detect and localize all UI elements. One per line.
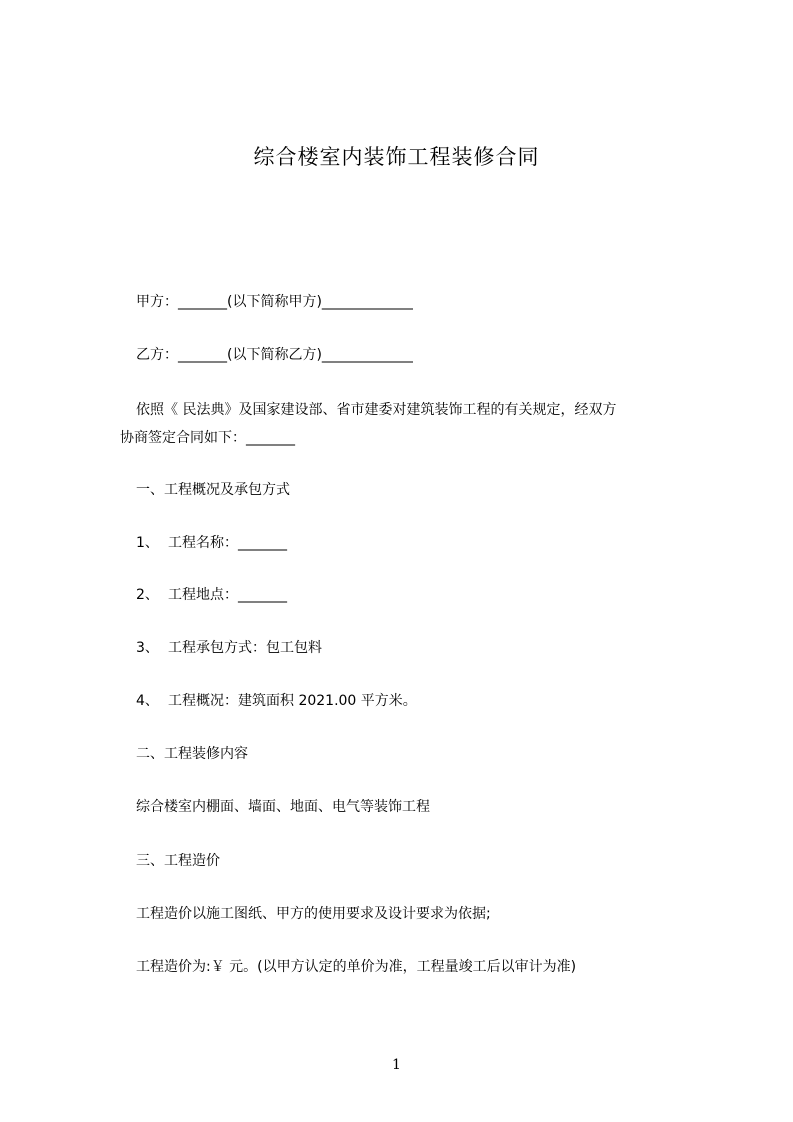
intro-line-1: 依照《 民法典》及国家建设部、省市建委对建筑装饰工程的有关规定，经双方 bbox=[136, 402, 617, 418]
page-number: 1 bbox=[392, 1057, 401, 1073]
list-item-text: 工程名称：_______ bbox=[168, 535, 287, 551]
document-title: 综合楼室内装饰工程装修合同 bbox=[253, 145, 540, 169]
list-item bbox=[136, 585, 287, 605]
list-item bbox=[136, 638, 322, 658]
list-item-number: 3、 bbox=[136, 640, 159, 656]
list-item-text: 工程承包方式：包工包料 bbox=[168, 640, 322, 656]
list-item-number: 1、 bbox=[136, 535, 159, 551]
section-1-heading: 一、工程概况及承包方式 bbox=[136, 482, 290, 498]
list-item bbox=[136, 691, 417, 711]
list-item-text: 工程概况：建筑面积 2021.00 平方米。 bbox=[168, 693, 417, 709]
section-2-heading: 二、工程装修内容 bbox=[136, 746, 248, 762]
intro-paragraph bbox=[120, 396, 700, 452]
party-b-line: 乙方：_______(以下简称乙方)_____________ bbox=[136, 347, 413, 363]
section-3-price: 工程造价为:￥ 元。(以甲方认定的单价为准，工程量竣工后以审计为准) bbox=[136, 959, 577, 975]
list-item bbox=[136, 533, 287, 553]
intro-line-2: 协商签定合同如下：_______ bbox=[120, 430, 295, 446]
section-3-heading: 三、工程造价 bbox=[136, 853, 220, 869]
section-2-content: 综合楼室内棚面、墙面、地面、电气等装饰工程 bbox=[136, 799, 430, 815]
list-item-text: 工程地点：_______ bbox=[168, 587, 287, 603]
list-item-number: 4、 bbox=[136, 693, 159, 709]
party-a-line: 甲方：_______(以下简称甲方)_____________ bbox=[136, 294, 413, 310]
section-3-basis: 工程造价以施工图纸、甲方的使用要求及设计要求为依据; bbox=[136, 906, 491, 922]
list-item-number: 2、 bbox=[136, 587, 159, 603]
